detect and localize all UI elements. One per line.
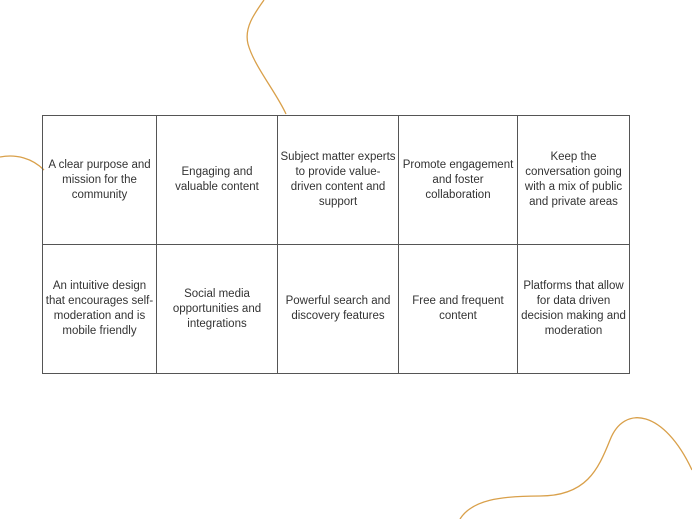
- table-cell: [399, 116, 518, 245]
- cell-text: Social media opportunities and integrations: [172, 287, 262, 330]
- cell-text: Subject matter experts to provide value-driven content and support: [280, 151, 396, 208]
- cell-text: A clear purpose and mission for the community: [48, 158, 151, 201]
- cell-text: Powerful search and discovery features: [285, 295, 391, 322]
- top-decorative-curve: [247, 0, 286, 114]
- table-cell: [157, 245, 278, 374]
- table-row: [43, 245, 630, 374]
- table-row: [43, 116, 630, 245]
- cell-text: Engaging and valuable content: [175, 166, 259, 193]
- cell-text: An intuitive design that encourages self-moderation and is mobile friendly: [45, 280, 154, 337]
- table-cell: [157, 116, 278, 245]
- cell-text: Platforms that allow for data driven decision making and moderation: [521, 280, 626, 337]
- feature-grid-table: [42, 115, 630, 374]
- table-cell: [43, 245, 157, 374]
- bottom-decorative-curve: [460, 418, 692, 519]
- cell-text: Free and frequent content: [412, 295, 504, 322]
- left-decorative-curve: [0, 156, 44, 170]
- table-cell: [278, 116, 399, 245]
- table-cell: [518, 116, 630, 245]
- table-cell: [278, 245, 399, 374]
- cell-text: Promote engagement and foster collaboration: [402, 158, 514, 201]
- table-cell: [399, 245, 518, 374]
- cell-text: Keep the conversation going with a mix of public and private areas: [524, 151, 623, 208]
- table-cell: [43, 116, 157, 245]
- table-cell: [518, 245, 630, 374]
